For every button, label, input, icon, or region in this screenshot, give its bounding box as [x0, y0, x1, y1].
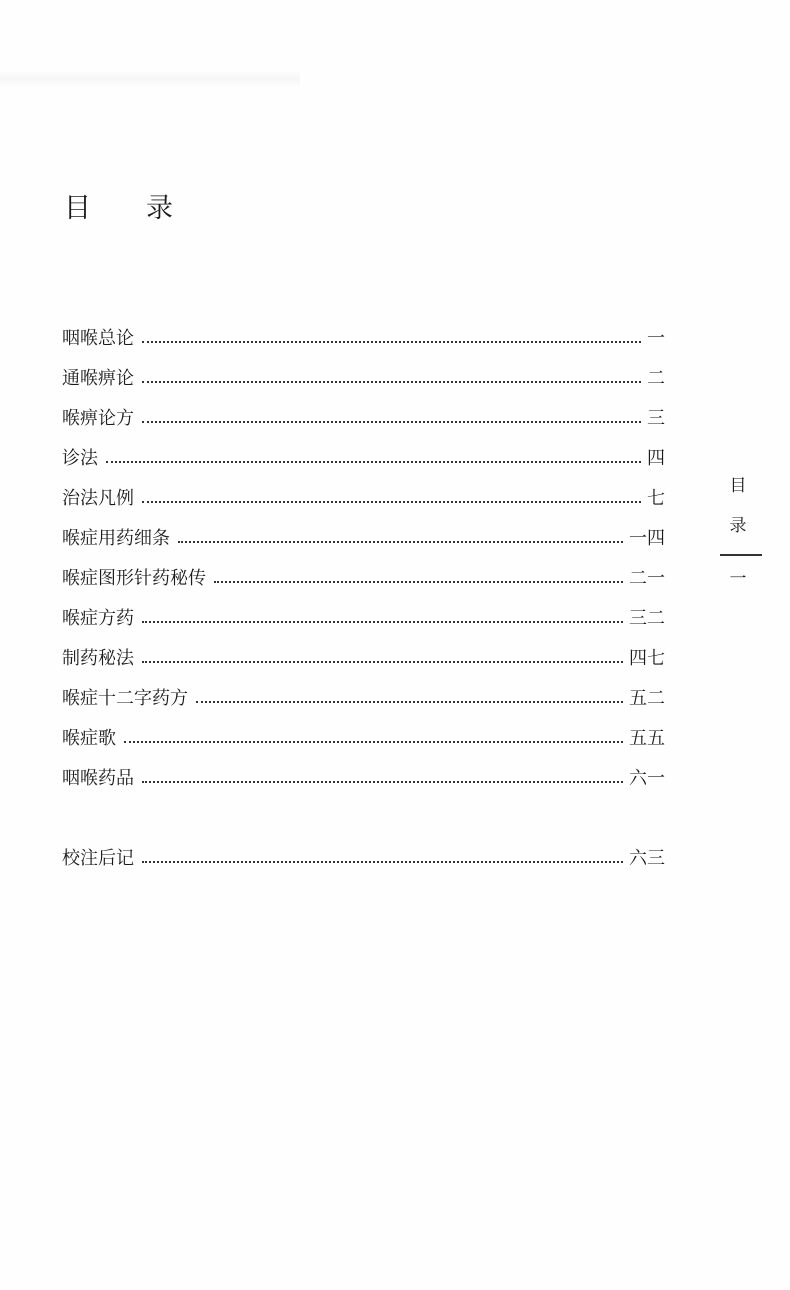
toc-entry[interactable] [62, 432, 665, 472]
toc-entry-page: 三 [647, 408, 665, 429]
toc-leader-dots [142, 780, 623, 783]
toc-entry-label: 喉痹论方 [62, 408, 134, 429]
toc-leader-dots [142, 420, 641, 423]
toc-entry-label: 通喉痹论 [62, 368, 134, 389]
toc-entry-label: 校注后记 [62, 848, 134, 869]
toc-entry-page: 五二 [629, 688, 665, 709]
page-number: 一 [729, 569, 747, 589]
page-title: 目 录 [64, 193, 187, 224]
toc-entry[interactable] [62, 632, 665, 672]
toc-entry[interactable] [62, 712, 665, 752]
toc-entry-label: 喉症歌 [62, 728, 116, 749]
toc-entry[interactable] [62, 592, 665, 632]
toc-entry-page: 一四 [629, 528, 665, 549]
toc-leader-dots [142, 860, 623, 863]
toc-entry[interactable] [62, 672, 665, 712]
toc-entry[interactable] [62, 512, 665, 552]
toc-leader-dots [142, 380, 641, 383]
toc-leader-dots [124, 740, 623, 743]
toc-entry[interactable] [62, 312, 665, 352]
toc-entry[interactable] [62, 352, 665, 392]
toc-entry-page: 三二 [629, 608, 665, 629]
toc-leader-dots [214, 580, 623, 583]
running-head-rule [720, 554, 762, 556]
running-head-char: 录 [729, 516, 747, 536]
toc-leader-dots [106, 460, 641, 463]
toc-entry-page: 二 [647, 368, 665, 389]
toc-entry-label: 喉症方药 [62, 608, 134, 629]
toc-entry-page: 四 [647, 448, 665, 469]
toc-leader-dots [142, 660, 623, 663]
toc-entry-label: 治法凡例 [62, 488, 134, 509]
toc-entry-label: 制药秘法 [62, 648, 134, 669]
running-head [720, 472, 756, 594]
toc-entry[interactable] [62, 472, 665, 512]
toc-entry-page: 四七 [629, 648, 665, 669]
scan-shadow [0, 70, 300, 88]
table-of-contents [62, 312, 665, 872]
toc-entry[interactable] [62, 392, 665, 432]
toc-leader-dots [142, 340, 641, 343]
toc-entry-page: 一 [647, 328, 665, 349]
toc-entry-label: 诊法 [62, 448, 98, 469]
running-head-char: 目 [729, 476, 747, 496]
toc-leader-dots [142, 620, 623, 623]
toc-entry-appendix[interactable] [62, 832, 665, 872]
toc-entry-page: 六一 [629, 768, 665, 789]
toc-entry-page: 六三 [629, 848, 665, 869]
toc-entry-label: 喉症十二字药方 [62, 688, 188, 709]
toc-entry[interactable] [62, 752, 665, 792]
toc-entry-label: 咽喉总论 [62, 328, 134, 349]
toc-leader-dots [196, 700, 623, 703]
toc-entry-label: 喉症图形针药秘传 [62, 568, 206, 589]
toc-entry-page: 二一 [629, 568, 665, 589]
toc-entry-page: 五五 [629, 728, 665, 749]
toc-entry[interactable] [62, 552, 665, 592]
toc-entry-label: 咽喉药品 [62, 768, 134, 789]
toc-entry-page: 七 [647, 488, 665, 509]
toc-entry-label: 喉症用药细条 [62, 528, 170, 549]
toc-leader-dots [142, 500, 641, 503]
toc-leader-dots [178, 540, 623, 543]
